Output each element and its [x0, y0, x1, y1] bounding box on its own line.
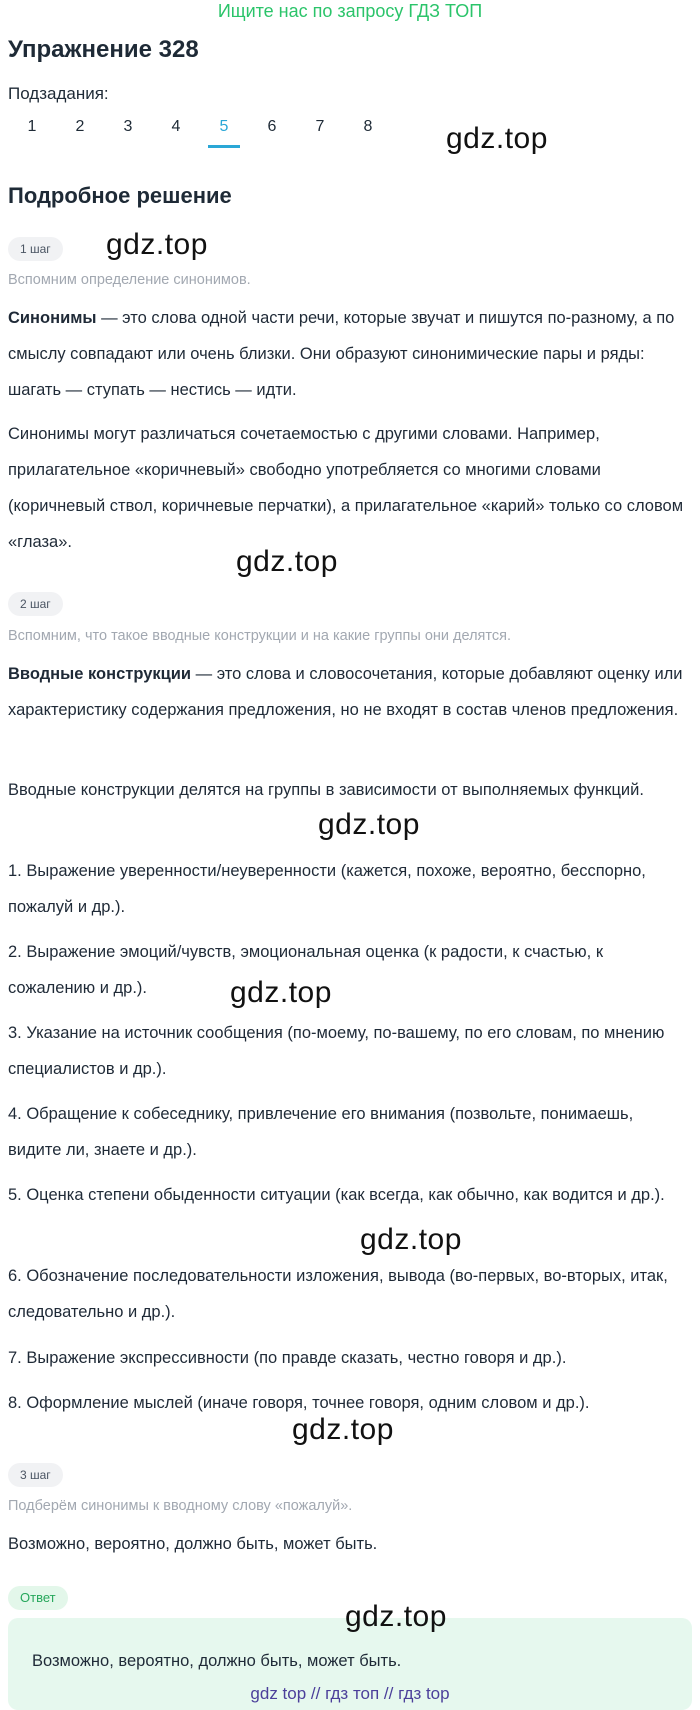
step-1-hint: Вспомним определение синонимов.: [8, 272, 251, 288]
subtask-tab-6[interactable]: 6: [267, 118, 277, 135]
group-item: 8. Оформление мыслей (иначе говоря, точнее говоря, одним словом и др.).: [8, 1394, 590, 1412]
synonyms-answer-line: Возможно, вероятно, должно быть, может быть.: [8, 1535, 378, 1553]
subtask-tab-8[interactable]: 8: [363, 118, 373, 135]
watermark: gdz.top: [318, 808, 420, 841]
group-item: 3. Указание на источник сообщения (по-моему, по-вашему, по его словам, по мнению специалистов и др.).: [8, 1024, 665, 1078]
answer-text: Возможно, вероятно, должно быть, может быть.: [32, 1652, 402, 1670]
answer-badge: Ответ: [8, 1586, 68, 1610]
watermark: gdz.top: [106, 228, 208, 261]
step-2-badge: 2 шаг: [8, 592, 63, 616]
definition-text: — это слова и словосочетания, которые добавляют оценку или характеристику содержания предложения, но не входят в состав членов предложения.: [8, 665, 683, 719]
subtask-tab-7[interactable]: 7: [315, 118, 325, 135]
synonyms-definition: [8, 300, 688, 408]
section-title: Подробное решение: [8, 183, 232, 208]
group-item: 4. Обращение к собеседнику, привлечение его внимания (позвольте, понимаешь, видите ли, знаете и др.).: [8, 1105, 634, 1159]
footer-links[interactable]: gdz top // гдз топ // гдз top: [250, 1684, 450, 1703]
subtasks-label: Подзадания:: [8, 84, 109, 103]
page-title: Упражнение 328: [8, 36, 199, 63]
group-item: 1. Выражение уверенности/неуверенности (кажется, похоже, вероятно, бесспорно, пожалуй и др.).: [8, 862, 646, 916]
step-3-badge: 3 шаг: [8, 1463, 63, 1487]
subtask-tab-4[interactable]: 4: [171, 118, 181, 135]
group-item: 6. Обозначение последовательности изложения, вывода (во-первых, во-вторых, итак, следовательно и др.).: [8, 1267, 668, 1321]
watermark: gdz.top: [345, 1600, 447, 1633]
watermark: gdz.top: [236, 545, 338, 578]
watermark: gdz.top: [446, 122, 548, 155]
subtasks-tabs: [8, 114, 392, 148]
step-1-badge: 1 шаг: [8, 237, 63, 261]
definition-text: — это слова одной части речи, которые звучат и пишутся по-разному, а по смыслу совпадают или очень близки. Они образуют синонимические пары и ряды: шагать — ступать — нестись — идти.: [8, 309, 675, 399]
group-item: 7. Выражение экспрессивности (по правде сказать, честно говоря и др.).: [8, 1349, 567, 1367]
search-promo-banner: Ищите нас по запросу ГДЗ ТОП: [217, 1, 483, 21]
step-3-hint: Подберём синонимы к вводному слову «пожалуй».: [8, 1498, 353, 1514]
synonyms-compatibility: Синонимы могут различаться сочетаемостью с другими словами. Например, прилагательное «коричневый» свободно употребляется со многими словами (коричневый ствол, коричневые перчатки), а прилагательное «карий» только со словом «глаза».: [8, 425, 684, 551]
subtask-tab-2[interactable]: 2: [75, 118, 85, 135]
group-item: 2. Выражение эмоций/чувств, эмоциональная оценка (к радости, к счастью, к сожалению и др.).: [8, 943, 604, 997]
watermark: gdz.top: [292, 1413, 394, 1446]
group-item: 5. Оценка степени обыденности ситуации (как всегда, как обычно, как водится и др.).: [8, 1186, 665, 1204]
subtask-tab-1[interactable]: 1: [27, 118, 37, 135]
watermark: gdz.top: [360, 1223, 462, 1256]
groups-intro: Вводные конструкции делятся на группы в зависимости от выполняемых функций.: [8, 781, 644, 799]
watermark: gdz.top: [230, 976, 332, 1009]
term-intro-constructions: Вводные конструкции: [8, 665, 192, 683]
intro-constructions-definition: [8, 656, 688, 728]
subtask-tab-5[interactable]: 5: [200, 114, 248, 148]
step-2-hint: Вспомним, что такое вводные конструкции и на какие группы они делятся.: [8, 628, 511, 644]
subtask-tab-3[interactable]: 3: [123, 118, 133, 135]
term-synonyms: Синонимы: [8, 309, 97, 327]
